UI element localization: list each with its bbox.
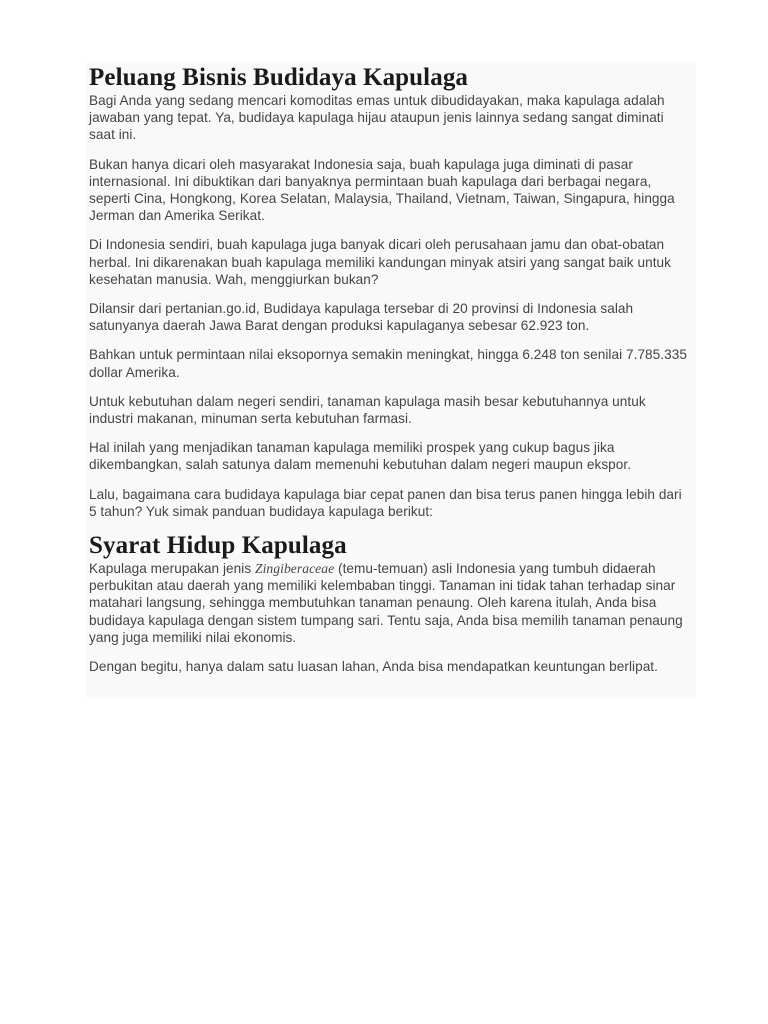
section-paragraph-text: (temu-temuan) asli Indonesia yang tumbuh didaerah perbukitan atau daerah yang memiliki kelembaban tinggi. Tanaman ini tidak tahan terhadap sinar matahari langsung, sehingga membutuhkan tanaman penaung. Oleh karena itulah, Anda bisa budidaya kapulaga dengan sistem tumpang sari. Tentu saja, Anda bisa memilih tanaman penaung yang juga memiliki nilai ekonomis. — [89, 561, 683, 645]
paragraph: Untuk kebutuhan dalam negeri sendiri, tanaman kapulaga masih besar kebutuhannya untuk industri makanan, minuman serta kebutuhan farmasi. — [89, 393, 646, 427]
paragraph: Bahkan untuk permintaan nilai eksopornya semakin meningkat, hingga 6.248 ton senilai 7.785.335 dollar Amerika. — [89, 347, 687, 380]
species-term: Zingiberaceae — [255, 561, 335, 577]
section-paragraph — [89, 560, 692, 646]
section-heading: Syarat Hidup Kapulaga — [89, 532, 347, 560]
article-body — [86, 62, 696, 698]
paragraph: Hal inilah yang menjadikan tanaman kapulaga memiliki prospek yang cukup bagus jika dikembangkan, salah satunya dalam memenuhi kebutuhan dalam negeri maupun ekspor. — [89, 440, 632, 473]
paragraph: Bukan hanya dicari oleh masyarakat Indonesia saja, buah kapulaga juga diminati di pasar internasional. Ini dibuktikan dari banyaknya permintaan buah kapulaga dari berbagai negara, seperti Cina, Hongkong, Korea Selatan, Malaysia, Thailand, Vietnam, Taiwan, Singapura, hingga Jerman dan Amerika Serikat. — [89, 156, 675, 224]
section-paragraph-text: Kapulaga merupakan jenis — [89, 561, 255, 577]
paragraph: Lalu, bagaimana cara budidaya kapulaga biar cepat panen dan bisa terus panen hingga lebih dari 5 tahun? Yuk simak panduan budidaya kapulaga berikut: — [89, 486, 682, 519]
page-title: Peluang Bisnis Budidaya Kapulaga — [89, 64, 469, 91]
paragraph: Dilansir dari pertanian.go.id, Budidaya kapulaga tersebar di 20 provinsi di Indonesia salah satunyanya daerah Jawa Barat dengan produksi kapulaganya sebesar 62.923 ton. — [89, 301, 634, 334]
section-paragraph: Dengan begitu, hanya dalam satu luasan lahan, Anda bisa mendapatkan keuntungan berlipat. — [89, 659, 658, 675]
paragraph: Di Indonesia sendiri, buah kapulaga juga banyak dicari oleh perusahaan jamu dan obat-obatan herbal. Ini dikarenakan buah kapulaga memiliki kandungan minyak atsiri yang sangat baik untuk kesehatan manusia. Wah, menggiurkan bukan? — [89, 237, 671, 287]
paragraph: Bagi Anda yang sedang mencari komoditas emas untuk dibudidayakan, maka kapulaga adalah jawaban yang tepat. Ya, budidaya kapulaga hijau ataupun jenis lainnya sedang sangat diminati saat ini. — [89, 93, 665, 143]
